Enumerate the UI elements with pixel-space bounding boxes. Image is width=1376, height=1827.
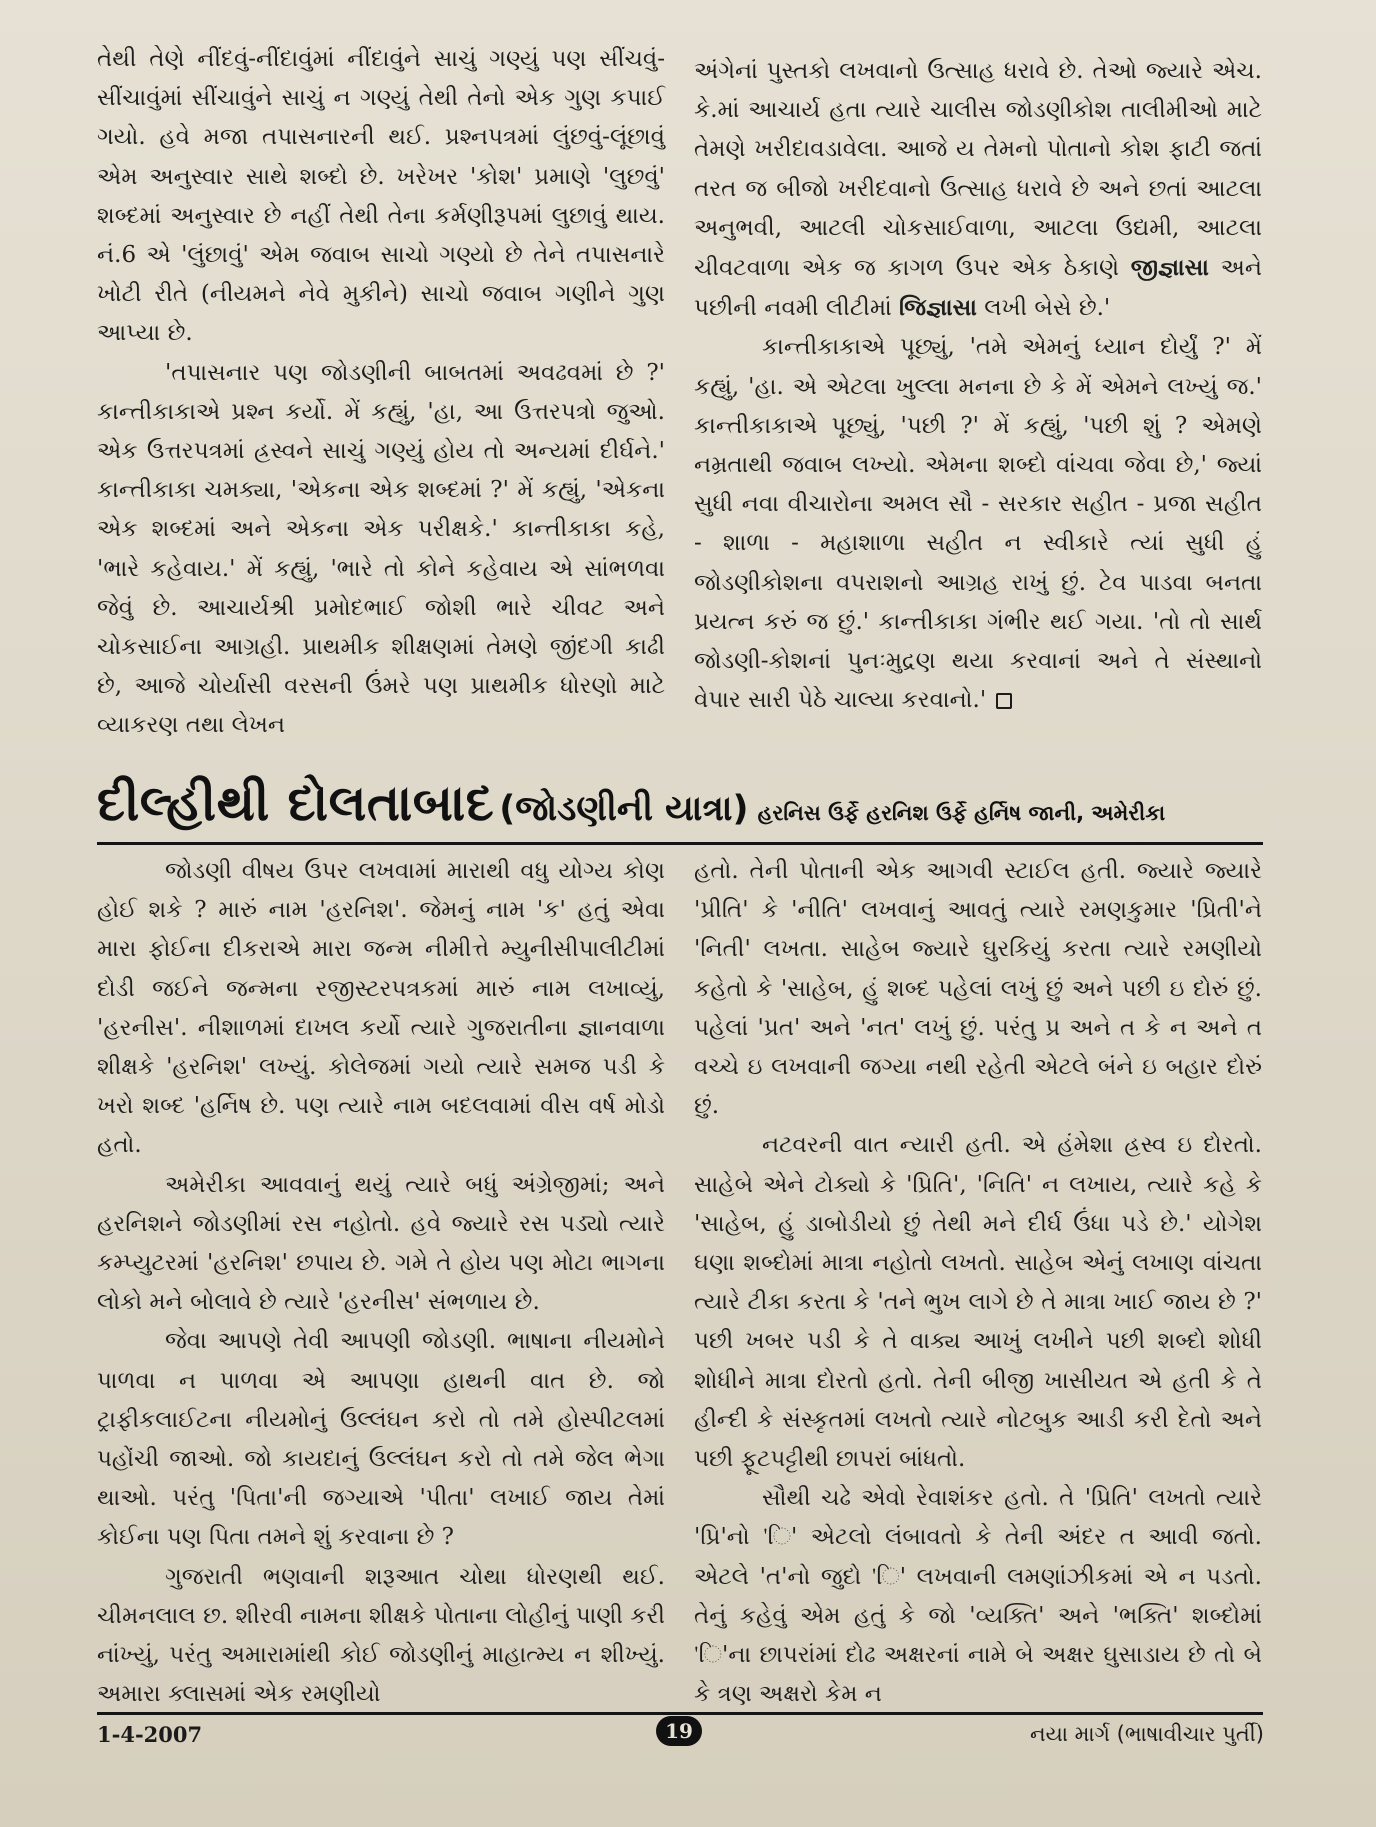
paragraph: ગુજરાતી ભણવાની શરૂઆત ચોથા ધોરણથી થઈ. ચીમનલાલ છ. શીરવી નામના શીક્ષકે પોતાના લોહીનું પાણી કરી નાંખ્યું, પરંતુ અમારામાંથી કોઈ જોડણીનું માહાત્મ્ય ન શીખ્યું. અમારા ક્લાસમાં એક રમણીયો — [97, 1563, 665, 1708]
footer-date: 1-4-2007 — [97, 1722, 203, 1747]
paragraph: જેવા આપણે તેવી આપણી જોડણી. ભાષાના નીયમોને પાળવા ન પાળવા એ આપણા હાથની વાત છે. જો ટ્રાફીકલાઈટના નીયમોનું ઉલ્લંઘન કરો તો તમે હોસ્પીટલમાં પહોંચી જાઓ. જો કાયદાનું ઉલ્લંઘન કરો તો તમે જેલ ભેગા થાઓ. પરંતુ 'પિતા'ની જગ્યાએ 'પીતા' લખાઈ જાય તેમાં કોઈના પણ પિતા તમને શું કરવાના છે ? — [97, 1328, 665, 1551]
heading-divider — [97, 842, 1263, 845]
paragraph: જોડણી વીષય ઉપર લખવામાં મારાથી વધુ યોગ્ય કોણ હોઈ શકે ? મારું નામ 'હરનિશ'. જેમનું નામ 'ક' હતું એવા મારા ફોઈના દીકરાએ મારા જન્મ નીમીત્તે મ્યુનીસીપાલીટીમાં દોડી જઈને જન્મના રજીસ્ટરપત્રકમાં મારું નામ લખાવ્યું, 'હરનીસ'. નીશાળમાં દાખલ કર્યો ત્યારે ગુજરાતીના જ્ઞાનવાળા શીક્ષકે 'હરનિશ' લખ્યું. કોલેજમાં ગયો ત્યારે સમજ પડી કે ખરો શબ્દ 'હર્નિષ છે. પણ ત્યારે નામ બદલવામાં વીસ વર્ષ મોડો હતો. — [97, 858, 665, 1159]
text-run: અંગેનાં પુસ્તકો લખવાનો ઉત્સાહ ધરાવે છે. તેઓ જ્યારે એચ. કે.માં આચાર્ય હતા ત્યારે ચાલીસ જોડણીકોશ તાલીમીઓ માટે તેમણે ખરીદાવડાવેલા. આજે ય તેમનો પોતાનો કોશ ફાટી જતાં તરત જ બીજો ખરીદવાનો ઉત્સાહ ધરાવે છે અને છતાં આટલા અનુભવી, આટલી ચોકસાઈવાળા, આટલા ઉદ્યમી, આટલા ચીવટવાળા એક જ કાગળ ઉપર એક ઠેકાણે — [694, 58, 1262, 282]
text-run: લખી બેસે છે.' — [976, 295, 1111, 322]
end-of-article-square-icon — [996, 693, 1012, 709]
paragraph: અમેરીકા આવવાનું થયું ત્યારે બધું અંગ્રેજીમાં; અને હરનિશને જોડણીમાં રસ નહોતો. હવે જ્યારે રસ પડ્યો ત્યારે કમ્પ્યુટરમાં 'હરનિશ' છપાય છે. ગમે તે હોય પણ મોટા ભાગના લોકો મને બોલાવે છે ત્યારે 'હરનીસ' સંભળાય છે. — [97, 1171, 665, 1316]
article-left-column — [97, 852, 665, 1714]
paragraph: નટવરની વાત ન્યારી હતી. એ હંમેશા હ્રસ્વ ઇ દોરતો. સાહેબે એને ટોક્યો કે 'પ્રિતિ', 'નિતિ' ન લખાય, ત્યારે કહે કે 'સાહેબ, હું ડાબોડીયો છું તેથી મને દીર્ઘ ઉંધા પડે છે.' યોગેશ ઘણા શબ્દોમાં માત્રા નહોતો લખતો. સાહેબ એનું લખાણ વાંચતા ત્યારે ટીકા કરતા કે 'તને ભુખ લાગે છે તે માત્રા ખાઈ જાય છે ?' પછી ખબર પડી કે તે વાક્ય આખું લખીને પછી શબ્દો શોધી શોધીને માત્રા દોરતો હતો. તેની બીજી ખાસીયત એ હતી કે તે હીન્દી કે સંસ્કૃતમાં લખતો ત્યારે નોટબુક આડી કરી દેતો અને પછી ફૂટપટ્ટીથી છાપરાં બાંધતો. — [694, 1132, 1262, 1473]
text-run: અને પછીની નવમી લીટીમાં — [694, 255, 1262, 322]
paragraph: 'તપાસનાર પણ જોડણીની બાબતમાં અવઢવમાં છે ?' કાન્તીકાકાએ પ્રશ્ન કર્યો. મેં કહ્યું, 'હા, આ ઉત્તરપત્રો જુઓ. એક ઉત્તરપત્રમાં હ્રસ્વને સાચું ગણ્યું હોય તો અન્યમાં દીર્ઘને.' કાન્તીકાકા ચમક્યા, 'એકના એક શબ્દમાં ?' મેં કહ્યું, 'એકના એક શબ્દમાં અને એકના એક પરીક્ષકે.' કાન્તીકાકા કહે, 'ભારે કહેવાય.' મેં કહ્યું, 'ભારે તો કોને કહેવાય એ સાંભળવા જેવું છે. આચાર્યશ્રી પ્રમોદભાઈ જોશી ભારે ચીવટ અને ચોકસાઈના આગ્રહી. પ્રાથમીક શીક્ષણમાં તેમણે જીંદગી કાઢી છે, આજે ચોર્યાસી વરસની ઉંમરે પણ પ્રાથમીક ધોરણો માટે વ્યાકરણ તથા લેખન — [97, 359, 665, 739]
top-left-column — [97, 40, 665, 746]
article-author: હરનિસ ઉર્ફે હરનિશ ઉર્ફે હર્નિષ જાની, અમેરીકા — [757, 801, 1166, 825]
article-right-column — [694, 852, 1262, 1714]
bold-word: જીજ્ઞાસા — [1130, 254, 1209, 282]
article-title: દીલ્હીથી દોલતાબાદ — [97, 774, 495, 832]
paragraph — [694, 328, 1262, 720]
article-heading — [97, 770, 1267, 840]
paragraph — [694, 52, 1262, 328]
footer-divider — [97, 1712, 1263, 1715]
article-subtitle: (જોડણીની યાત્રા) — [499, 789, 749, 829]
paragraph: તેથી તેણે નીંદવું-નીંદાવુંમાં નીંદાવુંને સાચું ગણ્યું પણ સીંચવું-સીંચાવુંમાં સીંચાવુંને સાચું ન ગણ્યું તેથી તેનો એક ગુણ કપાઈ ગયો. હવે મજા તપાસનારની થઈ. પ્રશ્નપત્રમાં લુંછવું-લૂંછાવું એમ અનુસ્વાર સાથે શબ્દો છે. ખરેખર 'કોશ' પ્રમાણે 'લુછવું' શબ્દમાં અનુસ્વાર છે નહીં તેથી તેના કર્મણીરૂપમાં લુછાવું થાય. નં.6 એ 'લુંછાવું' એમ જવાબ સાચો ગણ્યો છે તેને તપાસનારે ખોટી રીતે (નીયમને નેવે મુકીને) સાચો જવાબ ગણીને ગુણ આપ્યા છે. — [97, 46, 665, 347]
page-number: 19 — [656, 1716, 702, 1746]
magazine-name: નયા માર્ગ (ભાષાવીચાર પુર્તી) — [1030, 1722, 1264, 1746]
bold-word: જિજ્ઞાસા — [899, 294, 977, 322]
text-run: કાન્તીકાકાએ પૂછ્યું, 'તમે એમનું ધ્યાન દોર્યું ?' મેં કહ્યું, 'હા. એ એટલા ખુલ્લા મનના છે કે મેં એમને લખ્યું જ.' કાન્તીકાકાએ પૂછ્યું, 'પછી ?' મેં કહ્યું, 'પછી શું ? એમણે નમ્રતાથી જવાબ લખ્યો. એમના શબ્દો વાંચવા જેવા છે,' જ્યાં સુધી નવા વીચારોના અમલ સૌ - સરકાર સહીત - પ્રજા સહીત - શાળા - મહાશાળા સહીત ન સ્વીકારે ત્યાં સુધી હું જોડણીકોશના વપરાશનો આગ્રહ રાખું છું. ટેવ પાડવા બનતા પ્રયત્ન કરું જ છું.' કાન્તીકાકા ગંભીર થઈ ગયા. 'તો તો સાર્થ જોડણી-કોશનાં પુનઃમુદ્રણ થયા કરવાનાં અને તે સંસ્થાનો વેપાર સારી પેઠે ચાલ્યા કરવાનો.' — [694, 334, 1262, 714]
top-right-column — [694, 52, 1262, 720]
paragraph: સૌથી ચઢે એવો રેવાશંકર હતો. તે 'પ્રિતિ' લખતો ત્યારે 'પ્રિ'નો 'િ' એટલો લંબાવતો કે તેની અંદર ત આવી જતો. એટલે 'ત'નો જુદો 'િ' લખવાની લમણાંઝીકમાં એ ન પડતો. તેનું કહેવું એમ હતું કે જો 'વ્યક્તિ' અને 'ભક્તિ' શબ્દોમાં 'િ'ના છાપરાંમાં દોઢ અક્ષરનાં નામે બે અક્ષર ઘુસાડાય છે તો બે કે ત્રણ અક્ષરો કેમ ન — [694, 1485, 1262, 1708]
paragraph: હતો. તેની પોતાની એક આગવી સ્ટાઈલ હતી. જ્યારે જ્યારે 'પ્રીતિ' કે 'નીતિ' લખવાનું આવતું ત્યારે રમણકુમાર 'પ્રિતી'ને 'નિતી' લખતા. સાહેબ જ્યારે ઘુરકિયું કરતા ત્યારે રમણીયો કહેતો કે 'સાહેબ, હું શબ્દ પહેલાં લખું છું અને પછી ઇ દોરું છું. પહેલાં 'પ્રત' અને 'નત' લખું છું. પરંતુ પ્ર અને ત કે ન અને ત વચ્ચે ઇ લખવાની જગ્યા નથી રહેતી એટલે બંને ઇ બહાર દોરું છું. — [694, 858, 1262, 1120]
